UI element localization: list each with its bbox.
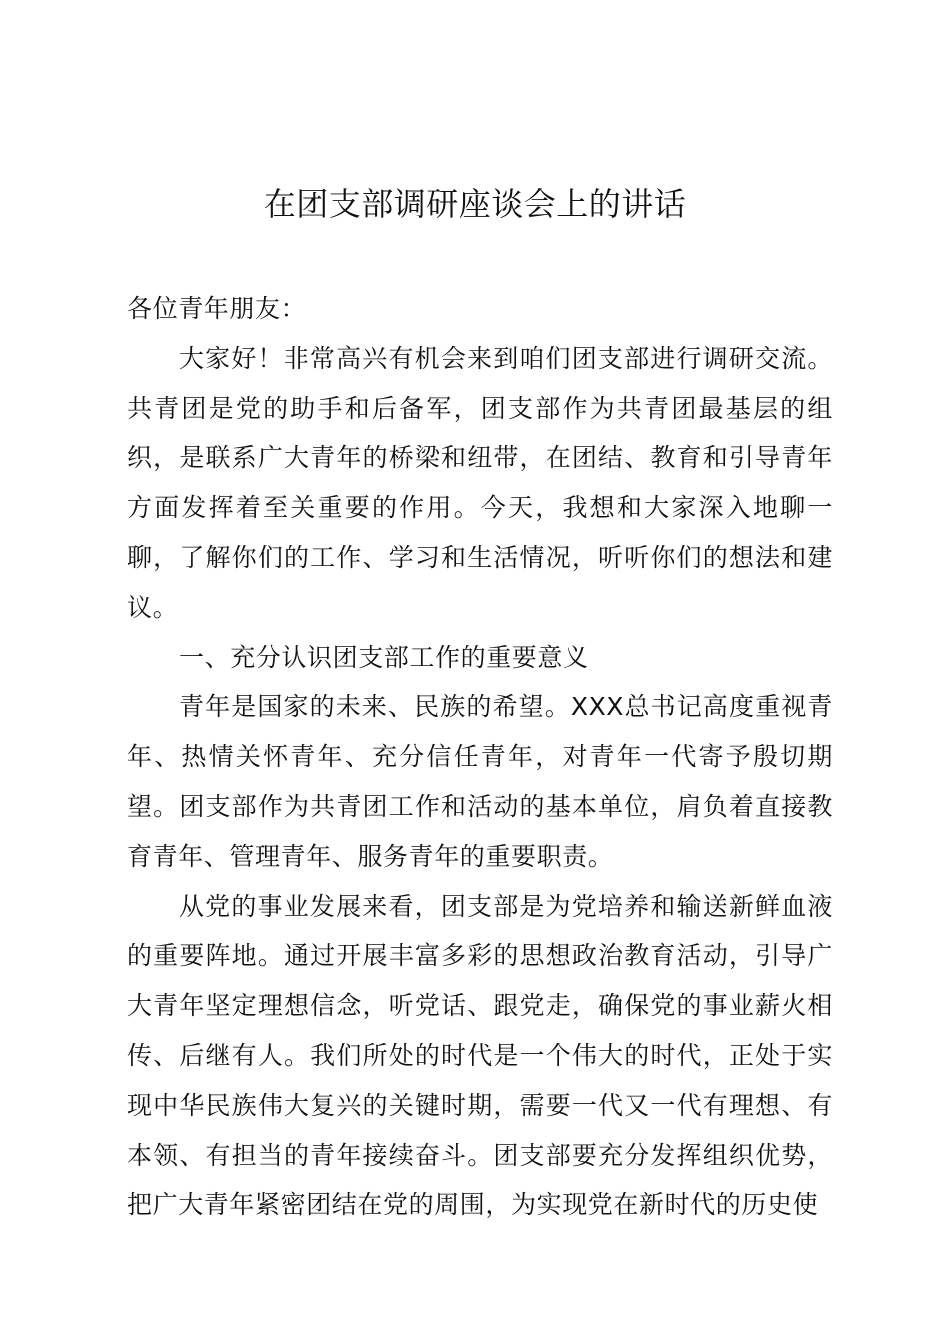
paragraph-party-development: 从党的事业发展来看，团支部是为党培养和输送新鲜血液的重要阵地。通过开展丰富多彩的思想政治教育活动，引导广大青年坚定理想信念，听党话、跟党走，确保党的事业薪火相传、后继有人。我们所处的时代是一个伟大的时代，正处于实现中华民族伟大复兴的关键时期，需要一代又一代有理想、有本领、有担当的青年接续奋斗。团支部要充分发挥组织优势，把广大青年紧密团结在党的周围，为实现党在新时代的历史使	[127, 891, 833, 1220]
paragraph-opening: 大家好！非常高兴有机会来到咱们团支部进行调研交流。共青团是党的助手和后备军，团支部作为共青团最基层的组织，是联系广大青年的桥梁和纽带，在团结、教育和引导青年方面发挥着至关重要的作用。今天，我想和大家深入地聊一聊，了解你们的工作、学习和生活情况，听听你们的想法和建议。	[127, 343, 833, 622]
document-body	[127, 284, 833, 1230]
salutation: 各位青年朋友：	[127, 294, 307, 323]
document-title: 在团支部调研座谈会上的讲话	[263, 185, 687, 223]
paragraph-youth-future: 青年是国家的未来、民族的希望。XXX总书记高度重视青年、热情关怀青年、充分信任青年，对青年一代寄予殷切期望。团支部作为共青团工作和活动的基本单位，肩负着直接教育青年、管理青年、服务青年的重要职责。	[127, 692, 833, 871]
section-heading: 一、充分认识团支部工作的重要意义	[179, 642, 589, 672]
